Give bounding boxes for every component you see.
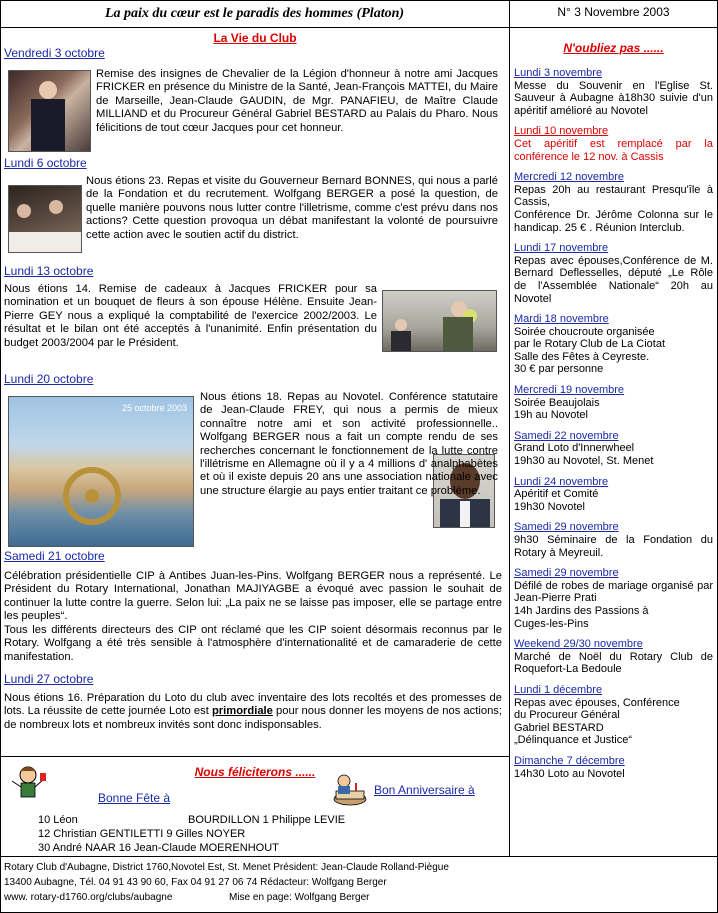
congrats-row [38, 827, 345, 841]
agenda-date-link[interactable]: Lundi 24 novembre [514, 475, 609, 488]
agenda-detail: 19h30 Novotel [514, 500, 585, 513]
congrats-name: 30 André NAAR 16 Jean-Claude MOERENHOUT [38, 842, 279, 854]
agenda-item [514, 755, 713, 780]
agenda-detail: 9h30 Séminaire de la Fondation du Rotary à Meyreuil. [514, 534, 713, 559]
congrats-row [38, 813, 345, 827]
agenda-item [514, 430, 713, 468]
entry-date-link[interactable]: Lundi 13 octobre [4, 264, 94, 278]
agenda-detail: Défilé de robes de mariage organisé par Jean-Pierre Prati [514, 579, 713, 605]
agenda-date-link[interactable]: Samedi 29 novembre [514, 567, 619, 580]
agenda-detail: 14h Jardins des Passions à [514, 604, 649, 617]
agenda-detail: Cet apéritif est remplacé par la conférence le 12 nov. à Cassis [514, 137, 713, 163]
congratulations-title: Nous féliciterons ...... [194, 765, 316, 779]
agenda-detail: „Délinquance et Justice“ [514, 734, 633, 747]
entry-text [200, 391, 498, 498]
congrats-name: BOURDILLON 1 Philippe LEVIE [188, 814, 346, 826]
footer-contact: 13400 Aubagne, Tél. 04 91 43 90 60, Fax 04 91 27 06 74 Rédacteur: Wolfgang Berger [4, 877, 387, 888]
agenda-detail: Marché de Noël du Rotary Club de Roquefort-La Bedoule [514, 650, 713, 676]
newsletter-motto: La paix du cœur est le paradis des hommes (Platon) [0, 0, 510, 28]
congratulations-list [38, 813, 345, 855]
entry-text: Nous étions 14. Remise de cadeaux à Jacques FRICKER pour sa nomination et un bouquet de fleurs à son épouse Hélène. Ensuite Jean-Pierre GEY nous a expliqué la comptabilité de l'exercice 2002/2003. Le résultat et le bilan ont été acceptés à l'unanimité. Enfin présentation du budget 2003/2004 par le Président. [4, 283, 377, 349]
agenda-item [514, 67, 713, 117]
club-life-title: La Vie du Club [213, 31, 297, 45]
agenda-item [514, 638, 713, 676]
congrats-name: 10 Léon [38, 814, 78, 826]
entry-text-body: Nous étions 18. Repas au Novotel. Conférence statutaire de Jean-Claude FREY, qui nous a permis de mieux connaître notre ami et son activité professionnelle.. Wolfgang BERGER nous a fait un compte rendu de ses recherches concernant le fonctionnement de la lutte contre l'illétrisme en Allemagne où il y a 4 millions d' analphabètes et où il existe depuis 20 ans une association nationale avec une structure élargie au pays entier traitant ce problème. [200, 391, 498, 497]
agenda-date-link[interactable]: Lundi 10 novembre [514, 125, 609, 138]
agenda-item [514, 125, 713, 163]
club-entry [4, 549, 502, 563]
footer-address: Rotary Club d'Aubagne, District 1760,Novotel Est, St. Menet Président: Jean-Claude Rolland-Piègue [4, 862, 449, 873]
agenda-detail: Conférence Dr. Jérôme Colonna sur le handicap. 25 € . Réunion Interclub. [514, 208, 713, 234]
agenda-date-link[interactable]: Lundi 3 novembre [514, 67, 603, 79]
agenda-item [514, 313, 713, 376]
agenda-detail: 19h30 au Novotel, St. Menet [514, 455, 654, 468]
club-entry [4, 372, 502, 386]
agenda-detail: Apéritif et Comité [514, 488, 599, 501]
footer [0, 856, 718, 913]
agenda-item [514, 476, 713, 514]
agenda-detail: Grand Loto d'Innerwheel [514, 442, 635, 455]
ceremony-photo [8, 70, 91, 152]
agenda-detail: Gabriel BESTARD [514, 721, 604, 734]
agenda-detail: Cuges-les-Pins [514, 617, 589, 630]
agenda-item [514, 567, 713, 630]
club-entry [4, 156, 502, 170]
agenda-detail: par le Rotary Club de La Ciotat [514, 338, 666, 351]
agenda-detail: Repas avec épouses, Conférence [514, 696, 680, 709]
agenda-item [514, 242, 713, 305]
agenda-detail: Repas avec épouses,Conférence de M. Bernard Deflesselles, député „Le Rôle de l'Assemblée Nationale“ 20h au Novotel [514, 254, 713, 305]
entry-text: Remise des insignes de Chevalier de la Légion d'honneur à notre ami Jacques FRICKER en présence du Ministre de la Santé, Jean-François MATTEI, du Maire de Marseille, Jean-Claude GAUDIN, de Mgr. PANAFIEU, de Maître Claude MILLIAND et du Procureur Général Gabriel BESTARD au Palais du Pharo. Nous félicitions de tout cœur Jacques pour cet honneur. [96, 68, 498, 134]
agenda-item [514, 171, 713, 234]
gift-photo [382, 290, 497, 352]
agenda-list [514, 67, 713, 780]
entry-date-link[interactable]: Lundi 20 octobre [4, 372, 94, 386]
entry-text [4, 692, 502, 732]
congratulations-section [0, 756, 510, 856]
entry-date-link[interactable]: Samedi 21 octobre [4, 549, 105, 563]
entry-text: Célébration présidentielle CIP à Antibes Juan-les-Pins. Wolfgang BERGER nous a représenté. Le Président du Rotary International, Jonathan MAJIYAGBE a évoqué avec passion le souhait de continuer la lutte contre la guerre. Selon lui: „La paix ne se laisse pas imposer, elle se partage entre les peuples“. [4, 570, 502, 623]
dinner-photo [8, 185, 82, 253]
agenda-item [514, 384, 713, 422]
issue-number: N° 3 Novembre 2003 [510, 0, 717, 28]
agenda-date-link[interactable]: Samedi 22 novembre [514, 429, 619, 442]
antibes-photo [8, 396, 194, 547]
entry-text-part: Nous étions 16. Préparation du Loto du club avec inventaire des lots recoltés et des promesses de lots. La réussite de cette journée Loto est [4, 692, 502, 718]
agenda-date-link[interactable]: Mercredi 19 novembre [514, 384, 625, 397]
agenda-sidebar [510, 28, 717, 856]
agenda-date-link[interactable]: Lundi 1 décembre [514, 683, 603, 696]
entry-date-link[interactable]: Lundi 27 octobre [4, 672, 94, 686]
birthday-cake-icon [330, 769, 370, 809]
agenda-title: N'oubliez pas ...... [563, 41, 664, 55]
agenda-detail: Soirée choucroute organisée [514, 325, 655, 338]
agenda-date-link[interactable]: Lundi 17 novembre [514, 242, 609, 255]
club-entry [4, 672, 502, 686]
birthday-label[interactable]: Bon Anniversaire à [374, 783, 475, 797]
footer-web-row [4, 890, 714, 905]
emphasis-word: primordiale [211, 705, 273, 718]
agenda-date-link[interactable]: Weekend 29/30 novembre [514, 638, 643, 651]
agenda-detail: du Procureur Général [514, 709, 620, 722]
photo-caption: 25 octobre 2003 [121, 403, 187, 413]
club-entry [4, 264, 502, 278]
entry-date-link[interactable]: Lundi 6 octobre [4, 156, 87, 170]
congrats-name: 12 Christian GENTILETTI 9 Gilles NOYER [38, 828, 246, 840]
layout-credit: Mise en page: Wolfgang Berger [229, 892, 370, 903]
entry-text: Nous étions 23. Repas et visite du Gouverneur Bernard BONNES, qui nous a parlé de la Fondation et du recrutement. Wolfgang BERGER a posé la question, de quelle manière pouvons nous lutter contre l'illetrisme, comme c'est prévu dans nos actions? Cette question provoqua un débat manifestant la volonté de poursuivre cette action avec le soutien actif du district. [86, 175, 498, 241]
club-life-section [0, 28, 510, 756]
agenda-detail: Repas 20h au restaurant Presqu'île à Cassis, [514, 183, 713, 209]
agenda-date-link[interactable]: Dimanche 7 décembre [514, 754, 625, 767]
entry-text-part: pour nous donner les moyens de nos actions; de nombreux lots et nombreux invités sont donc indisponsables. [4, 705, 502, 731]
agenda-item [514, 521, 713, 559]
agenda-detail: 30 € par personne [514, 363, 604, 376]
agenda-date-link[interactable]: Mardi 18 novembre [514, 313, 609, 326]
agenda-detail: Salle des Fêtes à Ceyreste. [514, 350, 650, 363]
agenda-detail: 14h30 Loto au Novotel [514, 767, 625, 780]
name-day-label[interactable]: Bonne Fête à [98, 791, 171, 805]
agenda-detail: 19h au Novotel [514, 409, 588, 422]
agenda-date-link[interactable]: Samedi 29 novembre [514, 521, 619, 534]
website-link[interactable]: www. rotary-d1760.org/clubs/aubagne [4, 892, 173, 903]
agenda-date-link[interactable]: Mercredi 12 novembre [514, 171, 625, 184]
congrats-row [38, 841, 345, 855]
entry-date-link[interactable]: Vendredi 3 octobre [4, 46, 105, 60]
agenda-detail: Messe du Souvenir en l'Eglise St. Sauveur à Aubagne à18h30 suivie d'un apéritif amélioré au Novotel [514, 79, 713, 117]
entry-text-continued: Tous les différents directeurs des CIP ont réclamé que les CIP soient désormais reconnus par le Rotary. Wolfgang a été très sensible à l'atmosphère d'internationalité et de camaraderie de cette manifestation. [4, 624, 502, 663]
agenda-detail: Soirée Beaujolais [514, 396, 600, 409]
agenda-item [514, 684, 713, 747]
club-entry [4, 46, 502, 60]
